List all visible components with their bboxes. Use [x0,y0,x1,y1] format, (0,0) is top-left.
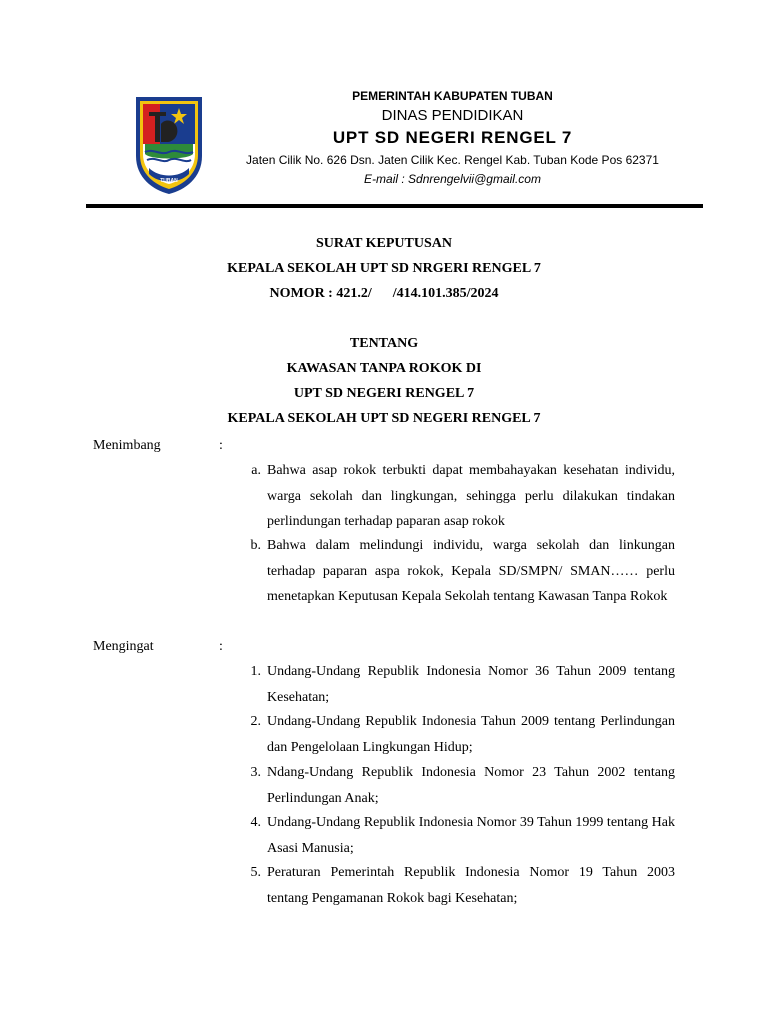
subject-line-2: UPT SD NEGERI RENGEL 7 [293,386,475,401]
government-name: PEMERINTAH KABUPATEN TUBAN [352,89,553,103]
considering-label: Menimbang [93,438,161,453]
school-name: UPT SD NEGERI RENGEL 7 [332,128,573,147]
list-item [239,709,675,760]
list-text: Ndang-Undang Republik Indonesia Nomor 23 Tahun 2002 tentang Perlindungan Anak; [267,765,675,806]
emblem-text: TUBAN [160,178,178,184]
list-text: Bahwa dalam melindungi individu, warga sekolah dan linkungan terhadap paparan aspa rokok, Kepala SD/SMPN/ SMAN…… perlu menetapkan Keputusan Kepala Sekolah tentang Kawasan Tanpa Rokok [267,538,675,604]
decree-issuer: KEPALA SEKOLAH UPT SD NRGERI RENGEL 7 [227,261,541,276]
list-text: Undang-Undang Republik Indonesia Tahun 2009 tentang Perlindungan dan Pengelolaan Lingkungan Hidup; [267,714,675,755]
list-marker: 2. [250,714,261,729]
school-email: E-mail : Sdnrengelvii@gmail.com [364,172,541,186]
considering-colon: : [219,438,223,453]
about-label: TENTANG [349,336,419,351]
list-marker: 4. [250,815,261,830]
list-marker: 3. [250,765,261,780]
decree-subject [0,331,768,431]
letterhead-divider [86,204,703,208]
list-text: Undang-Undang Republik Indonesia Nomor 36 Tahun 2009 tentang Kesehatan; [267,664,675,705]
list-marker: b. [250,538,261,553]
list-item [239,760,675,811]
list-item [239,659,675,710]
recalling-label: Mengingat [93,639,154,654]
letterhead [215,86,690,188]
agency-name: DINAS PENDIDIKAN [381,107,524,124]
decree-issuer-2: KEPALA SEKOLAH UPT SD NEGERI RENGEL 7 [227,411,541,426]
list-item [239,860,675,911]
school-address: Jaten Cilik No. 626 Dsn. Jaten Cilik Kec. Rengel Kab. Tuban Kode Pos 62371 [246,153,659,167]
list-text: Undang-Undang Republik Indonesia Nomor 39 Tahun 1999 tentang Hak Asasi Manusia; [267,815,675,856]
decree-title: SURAT KEPUTUSAN [315,236,452,251]
decree-heading [0,231,768,306]
list-marker: 5. [250,865,261,880]
list-marker: 1. [250,664,261,679]
list-marker: a. [251,463,261,478]
list-item [239,810,675,861]
decree-number: NOMOR : 421.2/ /414.101.385/2024 [269,286,499,301]
subject-line-1: KAWASAN TANPA ROKOK DI [286,361,482,376]
recalling-colon: : [219,639,223,654]
list-text: Peraturan Pemerintah Republik Indonesia Nomor 19 Tahun 2003 tentang Pengamanan Rokok bagi Kesehatan; [267,865,675,906]
list-item [239,533,675,610]
list-text: Bahwa asap rokok terbukti dapat membahayakan kesehatan individu, warga sekolah dan lingkungan, sehingga perlu dilakukan tindakan perlindungan terhadap paparan asap rokok [267,463,675,529]
list-item [239,458,675,535]
